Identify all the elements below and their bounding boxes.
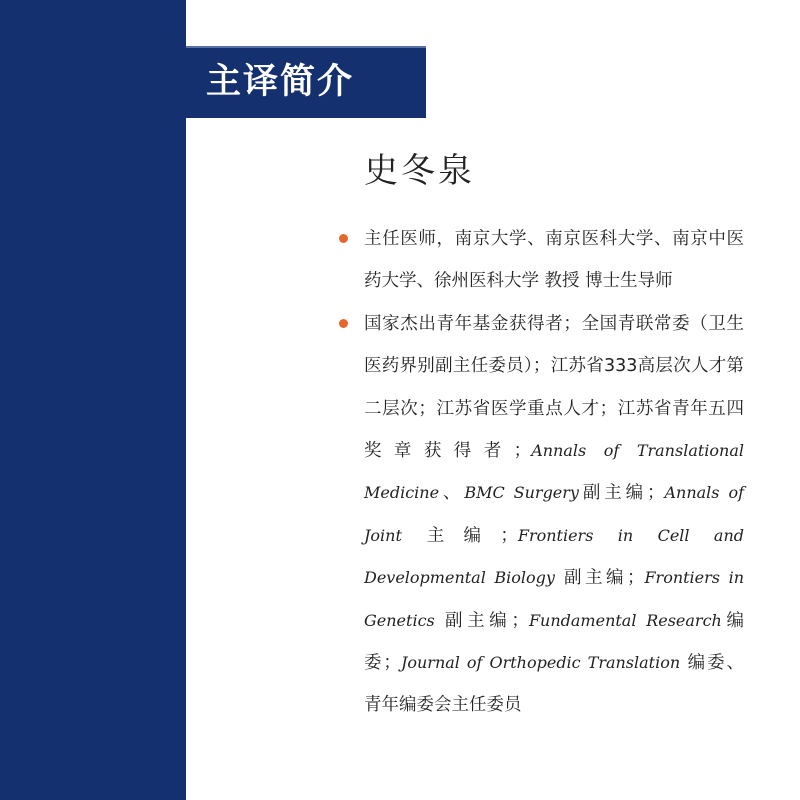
bullet-icon [339,319,348,328]
bio-text-segment: 副主编； [434,610,529,631]
section-header [186,46,426,118]
section-title: 主译简介 [206,62,355,102]
journal-name: Frontiers in Genetics [364,568,744,630]
bio-text-segment: 、 [439,483,465,504]
person-name: 史冬泉 [364,151,475,191]
bio-item-text [364,229,744,291]
bio-text-segment: 主任医师，南京大学、南京医科大学、南京中医药大学、徐州医科大学 教授 博士生导师 [364,229,744,292]
bio-text-segment: 国家杰出青年基金获得者；全国青联常委（卫生医药界别副主任委员）；江苏省333高层次人才第二层次；江苏省医学重点人才；江苏省青年五四奖章获得者； [364,313,744,462]
journal-name: Annals of Translational Medicine [364,441,744,503]
bio-text-segment: 编委、青年编委会主任委员 [364,653,745,716]
journal-name: Frontiers in Cell and Developmental Biology [364,525,744,588]
bio-item-text [364,314,744,716]
bio-item [364,218,744,303]
journal-name: Annals of Joint [364,483,745,545]
bio-text-segment: 副主编； [554,568,645,589]
journal-name: Fundamental Research [528,610,722,630]
bullet-icon [339,234,348,243]
side-color-band [0,0,186,800]
bio-list [364,218,744,727]
journal-name: BMC Surgery [464,483,579,503]
bio-item [364,303,744,727]
bio-text-segment: 编委； [364,610,745,674]
journal-name: Journal of Orthopedic Translation [400,653,681,673]
bio-text-segment: 副主编； [578,483,665,504]
bio-text-segment: 主编； [401,525,518,546]
